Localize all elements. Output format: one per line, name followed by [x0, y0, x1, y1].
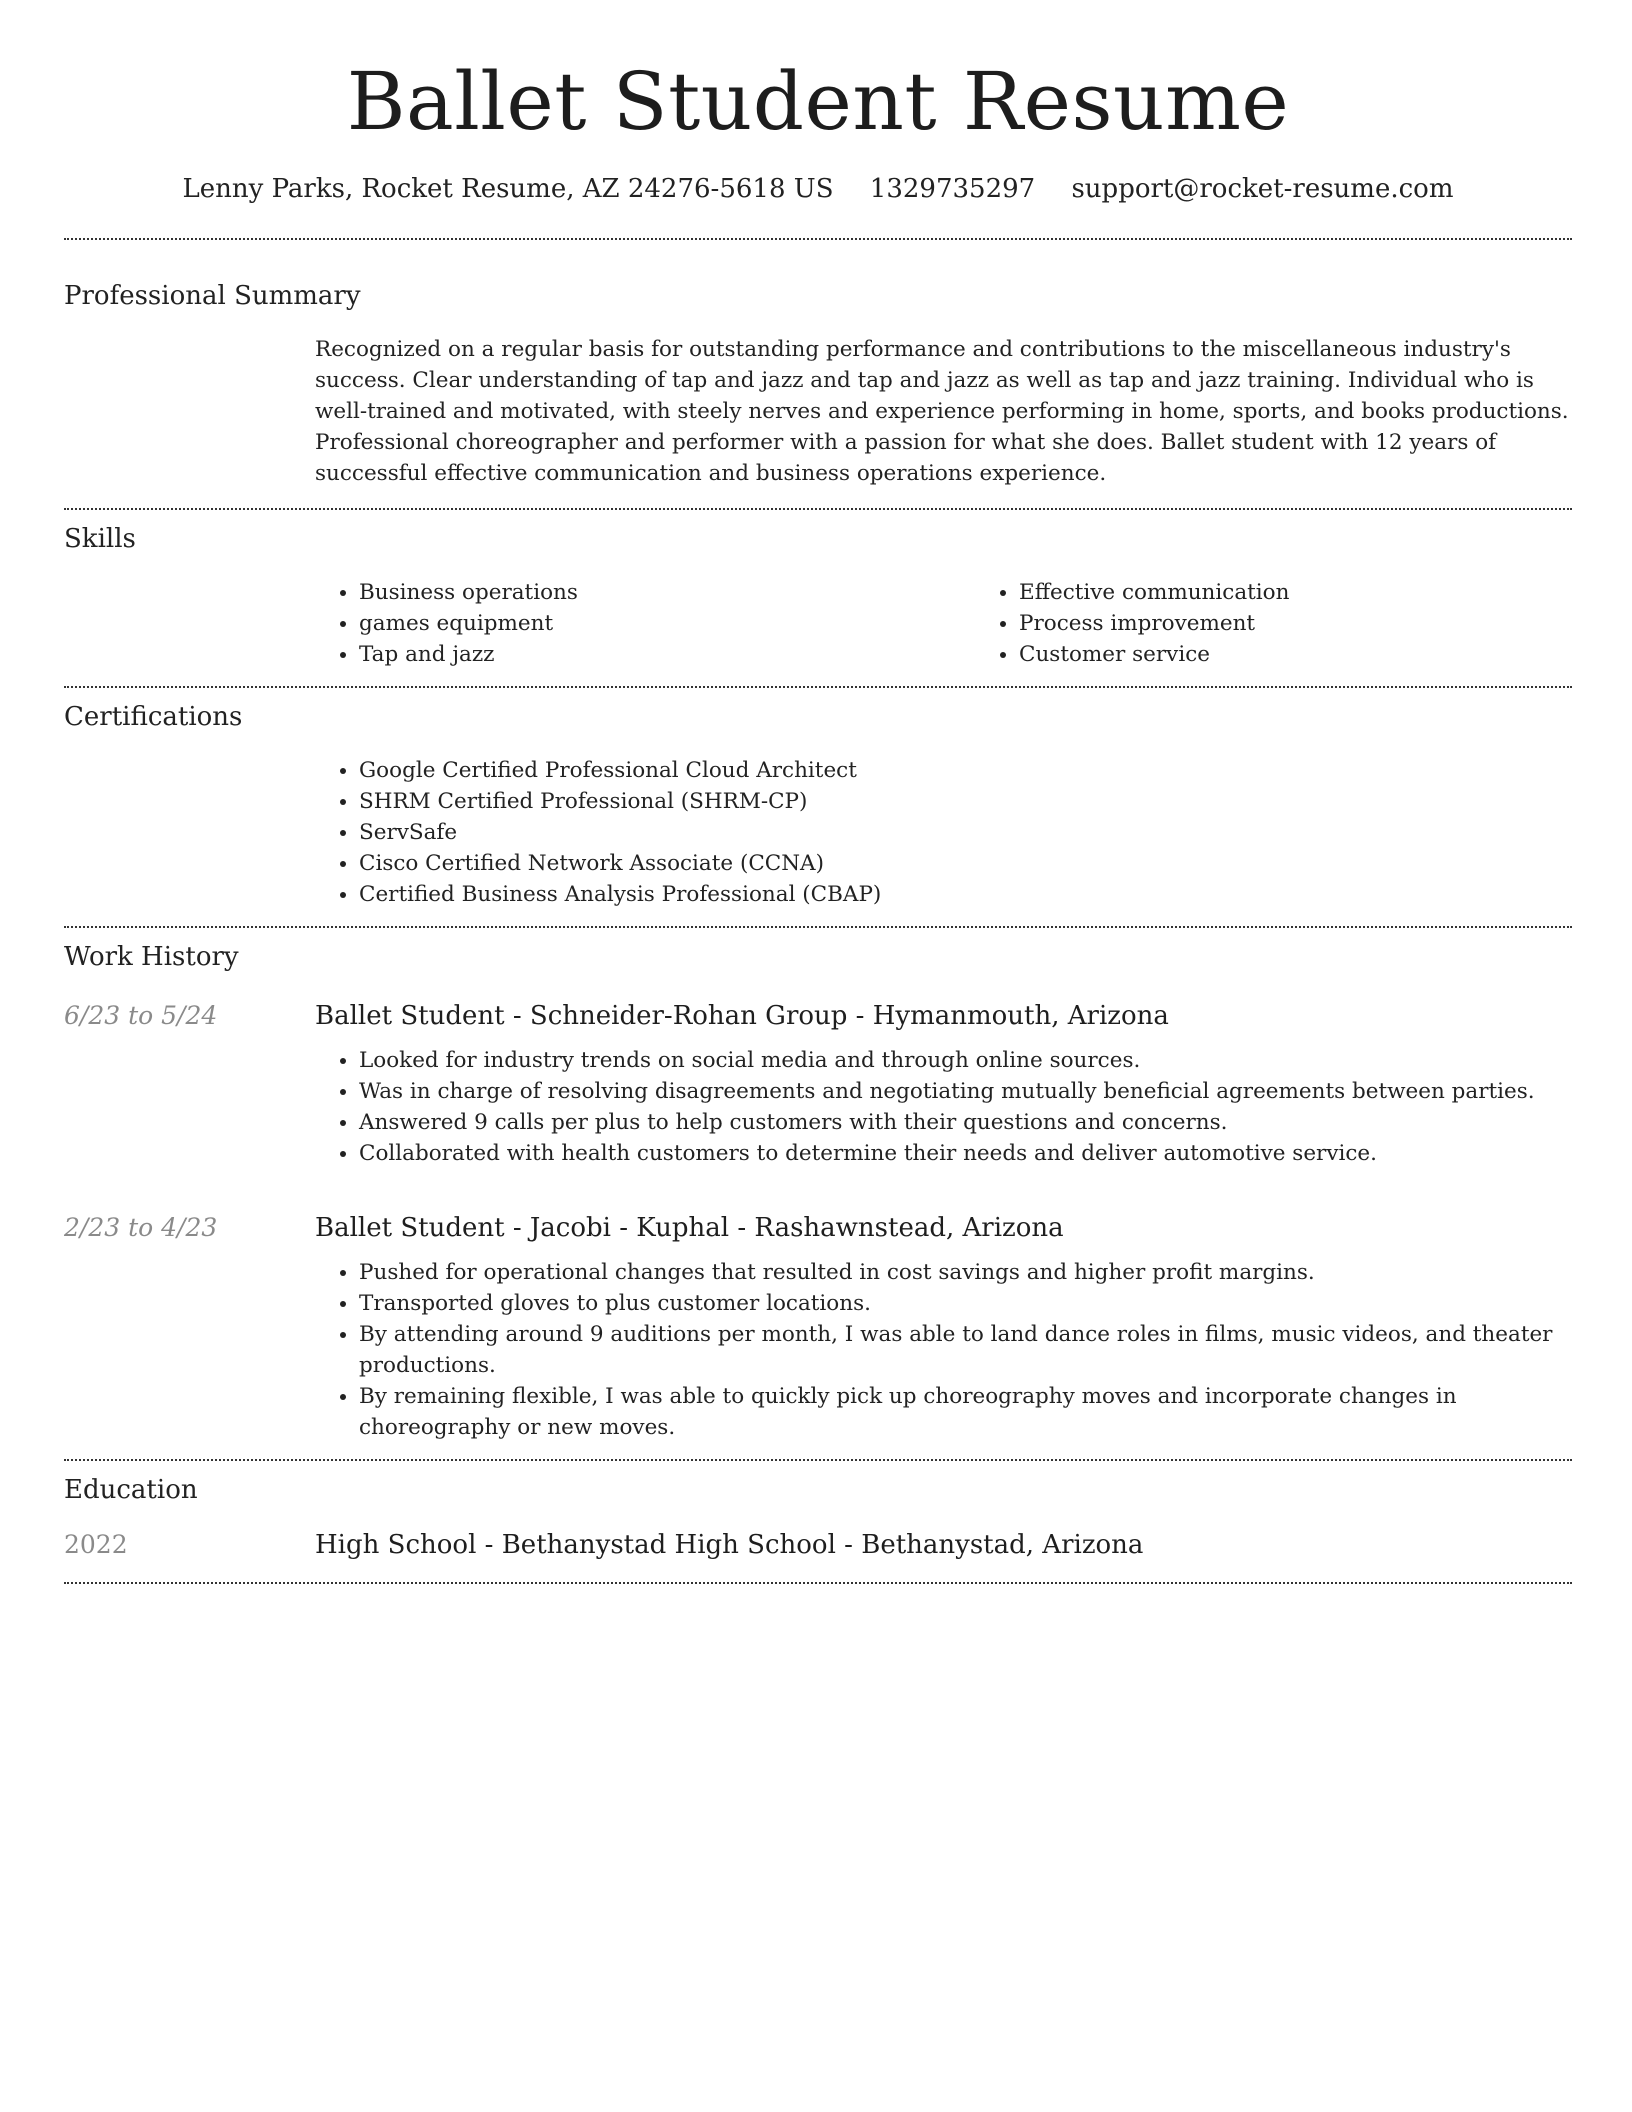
job-bullet: • Answered 9 calls per plus to help customers with their questions and concerns.: [359, 1107, 1572, 1138]
certification-item: • Google Certified Professional Cloud Architect: [359, 755, 1572, 786]
job-bullet: • By attending around 9 auditions per month, I was able to land dance roles in films, music videos, and theater productions.: [359, 1319, 1572, 1381]
education-year: 2022: [64, 1530, 128, 1559]
certification-item: • SHRM Certified Professional (SHRM-CP): [359, 786, 1572, 817]
work-history-section: [64, 941, 1572, 1443]
resume-title: Ballet Student Resume: [346, 55, 1290, 148]
skill-item: • Business operations: [359, 577, 975, 608]
skill-item: • Process improvement: [1019, 608, 1632, 639]
section-divider: [64, 686, 1572, 688]
section-divider: [64, 508, 1572, 510]
certification-item: • ServSafe: [359, 817, 1572, 848]
resume-page: [64, 0, 1572, 1584]
skill-item: • games equipment: [359, 608, 975, 639]
certifications-heading: Certifications: [64, 702, 243, 732]
summary-text: Recognized on a regular basis for outstanding performance and contributions to the miscellaneous industry's success. Clear understanding of tap and jazz and tap and jazz as well as tap and jazz training. Individual who is well-trained and motivated, with steely nerves and experience performing in home, sports, and books productions. Professional choreographer and performer with a passion for what she does. Ballet student with 12 years of successful effective communication and business operations experience.: [315, 337, 1569, 486]
section-divider: [64, 1459, 1572, 1461]
skills-heading: Skills: [64, 524, 136, 554]
job-bullet: • Collaborated with health customers to determine their needs and deliver automotive service.: [359, 1138, 1572, 1169]
education-heading: Education: [64, 1475, 198, 1505]
education-section: [64, 1474, 1572, 1562]
skills-list-left: [315, 577, 975, 670]
job-dates: 6/23 to 5/24: [64, 1001, 218, 1030]
job-dates: 2/23 to 4/23: [64, 1213, 218, 1242]
job-title: Ballet Student - Jacobi - Kuphal - Rashawnstead, Arizona: [315, 1213, 1064, 1243]
work-history-heading: Work History: [64, 942, 239, 972]
job-bullet: • Transported gloves to plus customer locations.: [359, 1288, 1572, 1319]
section-divider: [64, 238, 1572, 240]
skill-item: • Effective communication: [1019, 577, 1632, 608]
job-bullet: • Was in charge of resolving disagreements and negotiating mutually beneficial agreements between parties.: [359, 1076, 1572, 1107]
certifications-list: [315, 755, 1572, 910]
section-divider: [64, 1582, 1572, 1584]
job-bullets: [315, 1257, 1572, 1443]
summary-section: [64, 280, 1572, 489]
summary-heading: Professional Summary: [64, 281, 361, 311]
contact-email: support@rocket-resume.com: [1071, 174, 1454, 204]
certification-item: • Cisco Certified Network Associate (CCNA): [359, 848, 1572, 879]
certification-item: • Certified Business Analysis Professional (CBAP): [359, 879, 1572, 910]
job-bullet: • By remaining flexible, I was able to quickly pick up choreography moves and incorporate changes in choreography or new moves.: [359, 1381, 1572, 1443]
skills-list-right: [975, 577, 1632, 670]
job-bullet: • Looked for industry trends on social media and through online sources.: [359, 1045, 1572, 1076]
contact-phone: 1329735297: [869, 174, 1036, 204]
job-bullets: [315, 1045, 1572, 1169]
education-title: High School - Bethanystad High School - Bethanystad, Arizona: [315, 1530, 1144, 1560]
skills-section: [64, 523, 1572, 670]
contact-line: [64, 172, 1572, 206]
skill-item: • Customer service: [1019, 639, 1632, 670]
contact-address: Lenny Parks, Rocket Resume, AZ 24276-5618 US: [182, 174, 834, 204]
job-title: Ballet Student - Schneider-Rohan Group - Hymanmouth, Arizona: [315, 1001, 1169, 1031]
certifications-section: [64, 701, 1572, 910]
job-bullet: • Pushed for operational changes that resulted in cost savings and higher profit margins.: [359, 1257, 1572, 1288]
section-divider: [64, 926, 1572, 928]
skill-item: • Tap and jazz: [359, 639, 975, 670]
job-entry: [64, 1211, 1572, 1443]
job-entry: [64, 999, 1572, 1169]
education-entry: [64, 1528, 1572, 1562]
